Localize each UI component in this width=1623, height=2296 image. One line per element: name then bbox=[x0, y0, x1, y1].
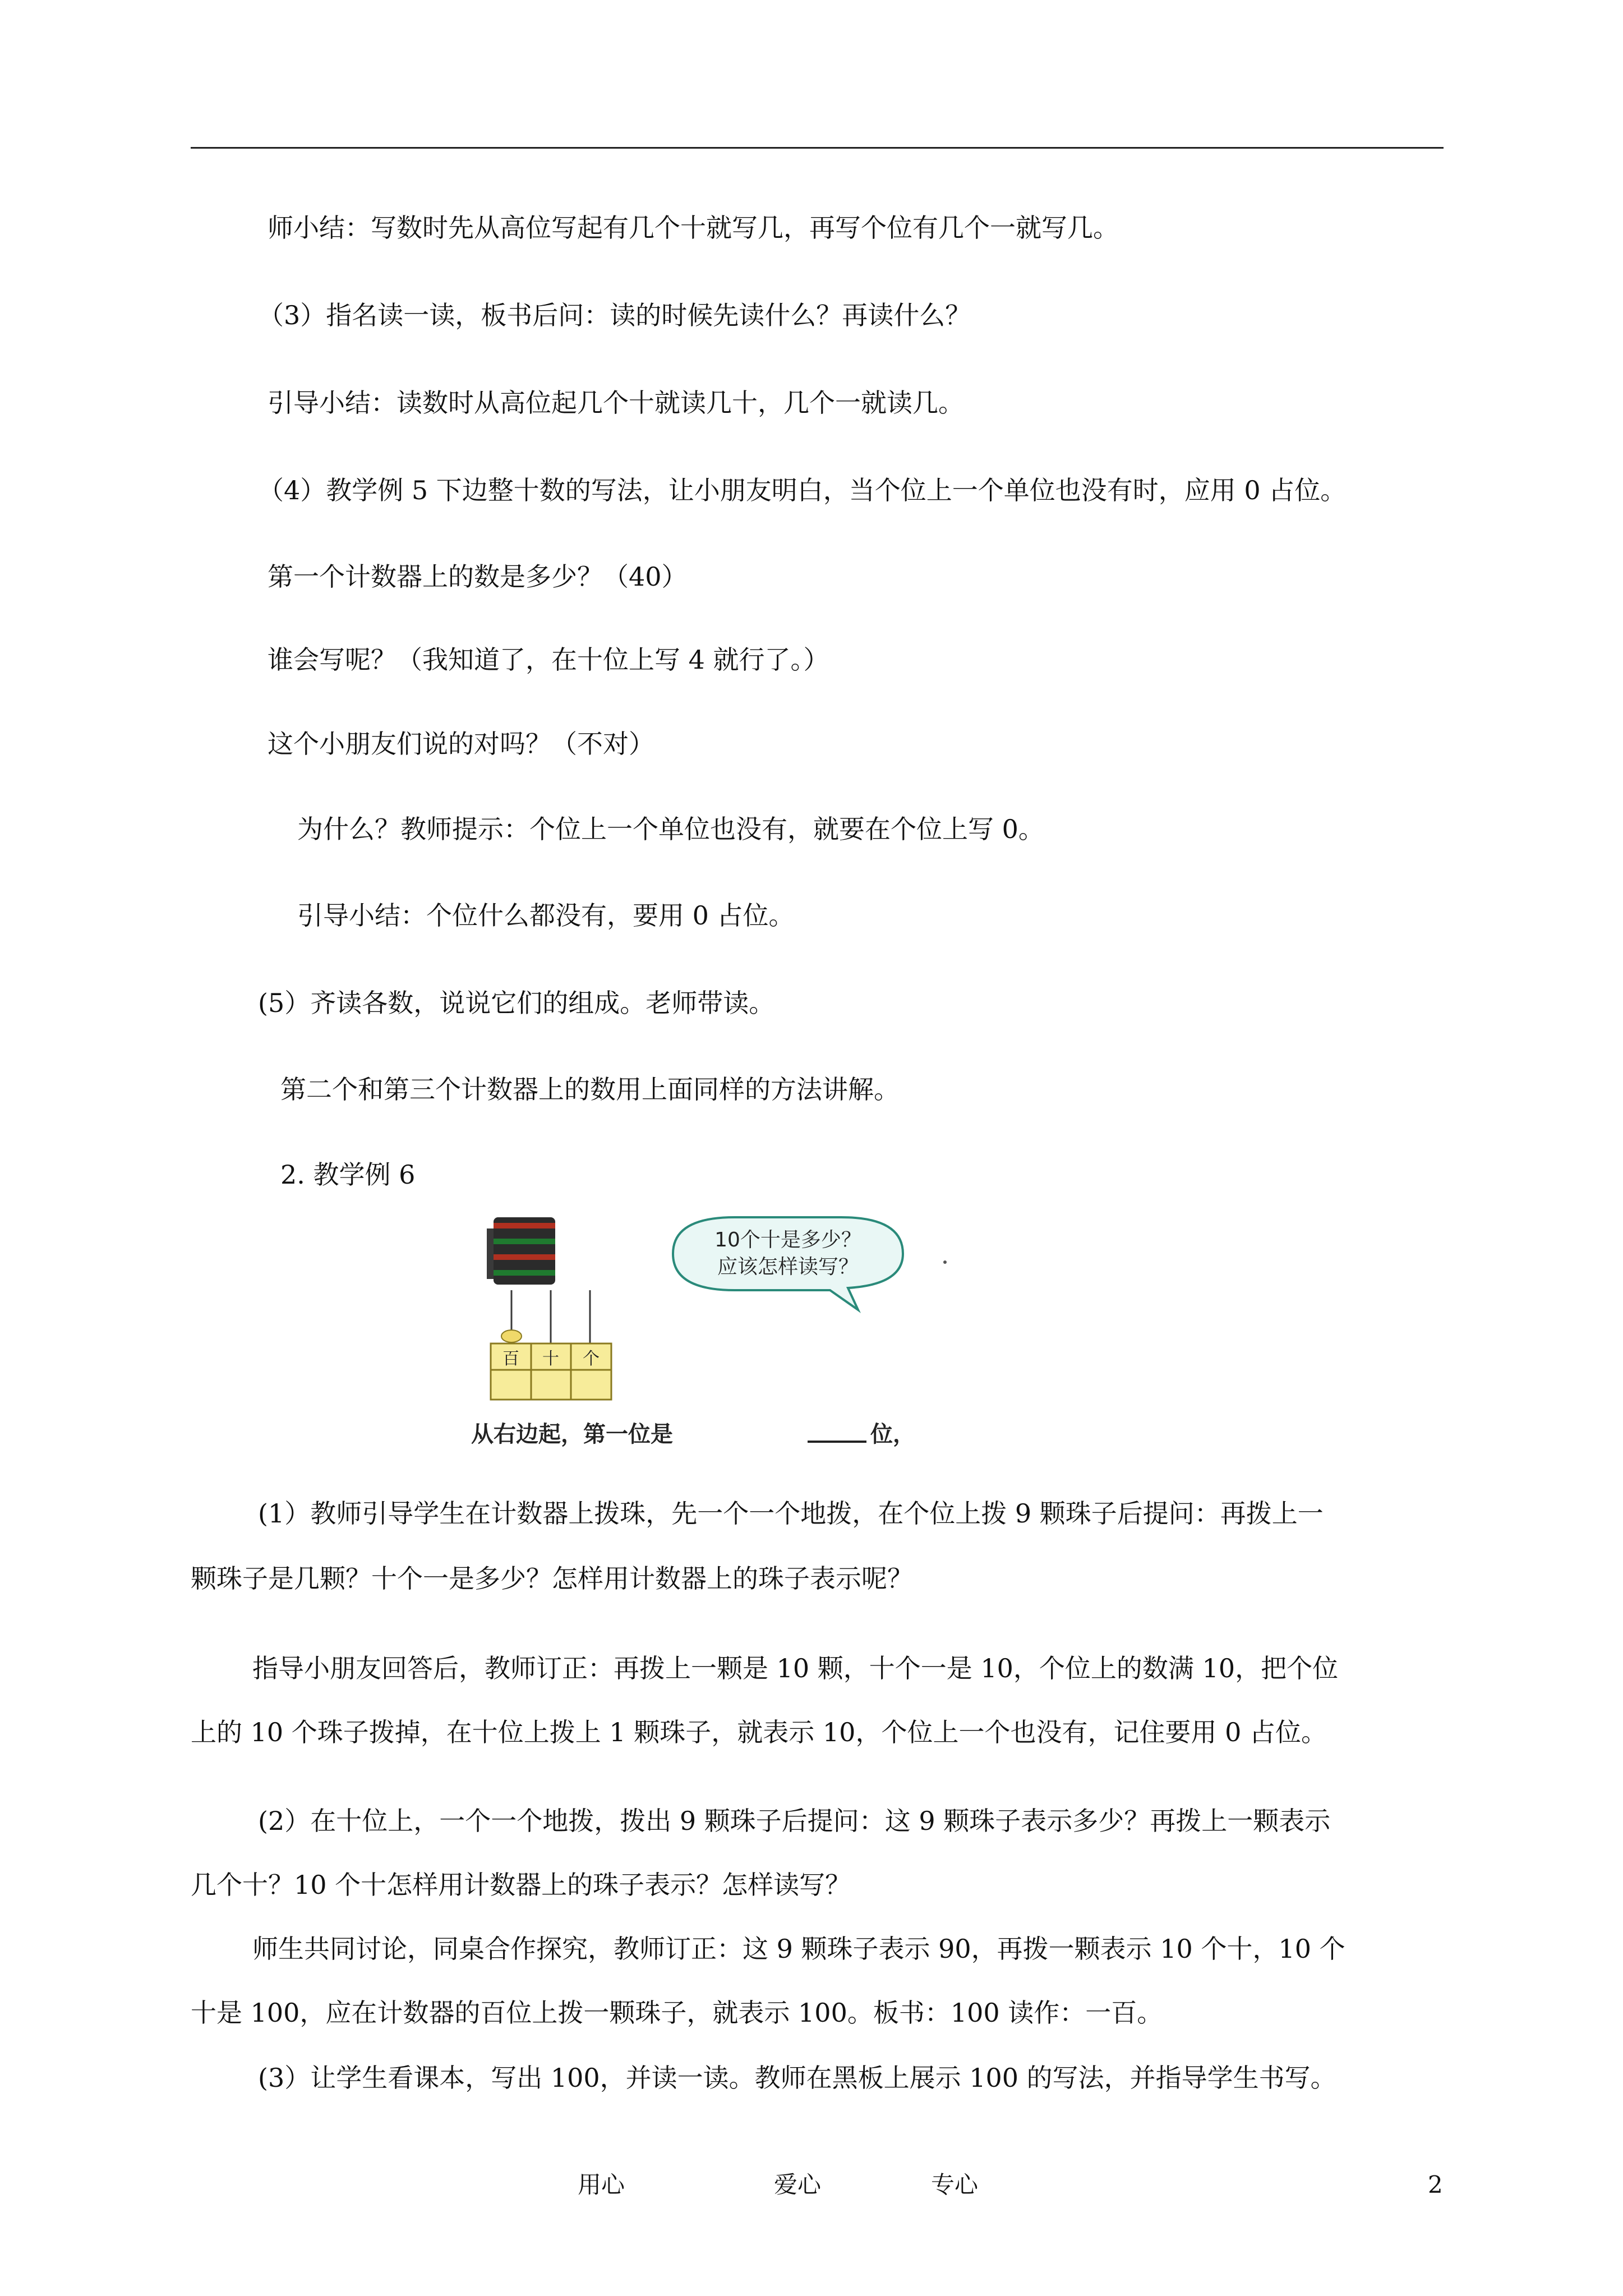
text-line: 这个小朋友们说的对吗？（不对） bbox=[268, 729, 654, 759]
text-line: 谁会写呢？（我知道了，在十位上写 4 就行了。） bbox=[268, 645, 829, 675]
text-line: 为什么？教师提示：个位上一个单位也没有，就要在个位上写 0。 bbox=[297, 814, 1044, 844]
text-line: 十是 100，应在计数器的百位上拨一颗珠子，就表示 100。板书：100 读作：一百。 bbox=[191, 1998, 1163, 2028]
abacus-figure bbox=[471, 1206, 953, 1453]
text-line: 2. 教学例 6 bbox=[280, 1159, 416, 1190]
text-line: 第一个计数器上的数是多少？（40） bbox=[268, 562, 688, 592]
abacus-bead bbox=[501, 1330, 522, 1342]
stick-bundles-icon bbox=[487, 1217, 555, 1285]
footer-left: 用心 bbox=[578, 2171, 625, 2198]
col-tens-label: 十 bbox=[542, 1349, 559, 1369]
text-line: （4）教学例 5 下边整十数的写法，让小朋友明白，当个位上一个单位也没有时，应用 0 占位。 bbox=[258, 475, 1347, 505]
text-line: 引导小结：读数时从高位起几个十就读几十，几个一就读几。 bbox=[268, 388, 964, 418]
figure-caption-start: 从右边起，第一位是 bbox=[471, 1421, 673, 1447]
footer-middle: 爱心 bbox=[774, 2171, 822, 2198]
text-line: (5）齐读各数，说说它们的组成。老师带读。 bbox=[258, 988, 775, 1018]
text-line: (1）教师引导学生在计数器上拨珠，先一个一个地拨，在个位上拨 9 颗珠子后提问：再拨上一 bbox=[258, 1498, 1324, 1529]
text-line: （3）指名读一读，板书后问：读的时候先读什么？再读什么？ bbox=[258, 300, 971, 330]
text-line: (3）让学生看课本，写出 100，并读一读。教师在黑板上展示 100 的写法，并指导学生书写。 bbox=[258, 2063, 1336, 2093]
page-number: 2 bbox=[1428, 2171, 1443, 2198]
text-line: 指导小朋友回答后，教师订正：再拨上一颗是 10 颗，十个一是 10，个位上的数满 10，把个位 bbox=[252, 1653, 1339, 1683]
bubble-line-1: 10个十是多少？ bbox=[714, 1228, 861, 1251]
text-line: 引导小结：个位什么都没有，要用 0 占位。 bbox=[297, 900, 795, 931]
text-line: 师生共同讨论，同桌合作探究，教师订正：这 9 颗珠子表示 90，再拨一颗表示 10 个十，10 个 bbox=[252, 1934, 1345, 1964]
col-hundreds-label: 百 bbox=[502, 1349, 519, 1369]
figure-caption-end: 位， bbox=[870, 1421, 915, 1447]
bubble-line-2: 应该怎样读写？ bbox=[717, 1255, 859, 1278]
place-value-table bbox=[491, 1343, 611, 1400]
text-line: (2）在十位上，一个一个地拨，拨出 9 颗珠子后提问：这 9 颗珠子表示多少？再拨上一颗表示 bbox=[258, 1806, 1331, 1836]
text-line: 师小结：写数时先从高位写起有几个十就写几，再写个位有几个一就写几。 bbox=[268, 213, 1119, 243]
footer-right: 专心 bbox=[931, 2171, 979, 2198]
header-rule bbox=[191, 147, 1444, 149]
speech-bubble bbox=[673, 1217, 947, 1310]
text-line: 第二个和第三个计数器上的数用上面同样的方法讲解。 bbox=[280, 1074, 900, 1105]
col-ones-label: 个 bbox=[583, 1349, 600, 1369]
text-line: 几个十？10 个十怎样用计数器上的珠子表示？怎样读写？ bbox=[191, 1870, 851, 1900]
text-line: 上的 10 个珠子拨掉，在十位上拨上 1 颗珠子，就表示 10，个位上一个也没有，记住要用 0 占位。 bbox=[191, 1717, 1327, 1747]
text-line: 颗珠子是几颗？十个一是多少？怎样用计数器上的珠子表示呢？ bbox=[191, 1563, 913, 1594]
abacus-rods bbox=[501, 1290, 590, 1343]
